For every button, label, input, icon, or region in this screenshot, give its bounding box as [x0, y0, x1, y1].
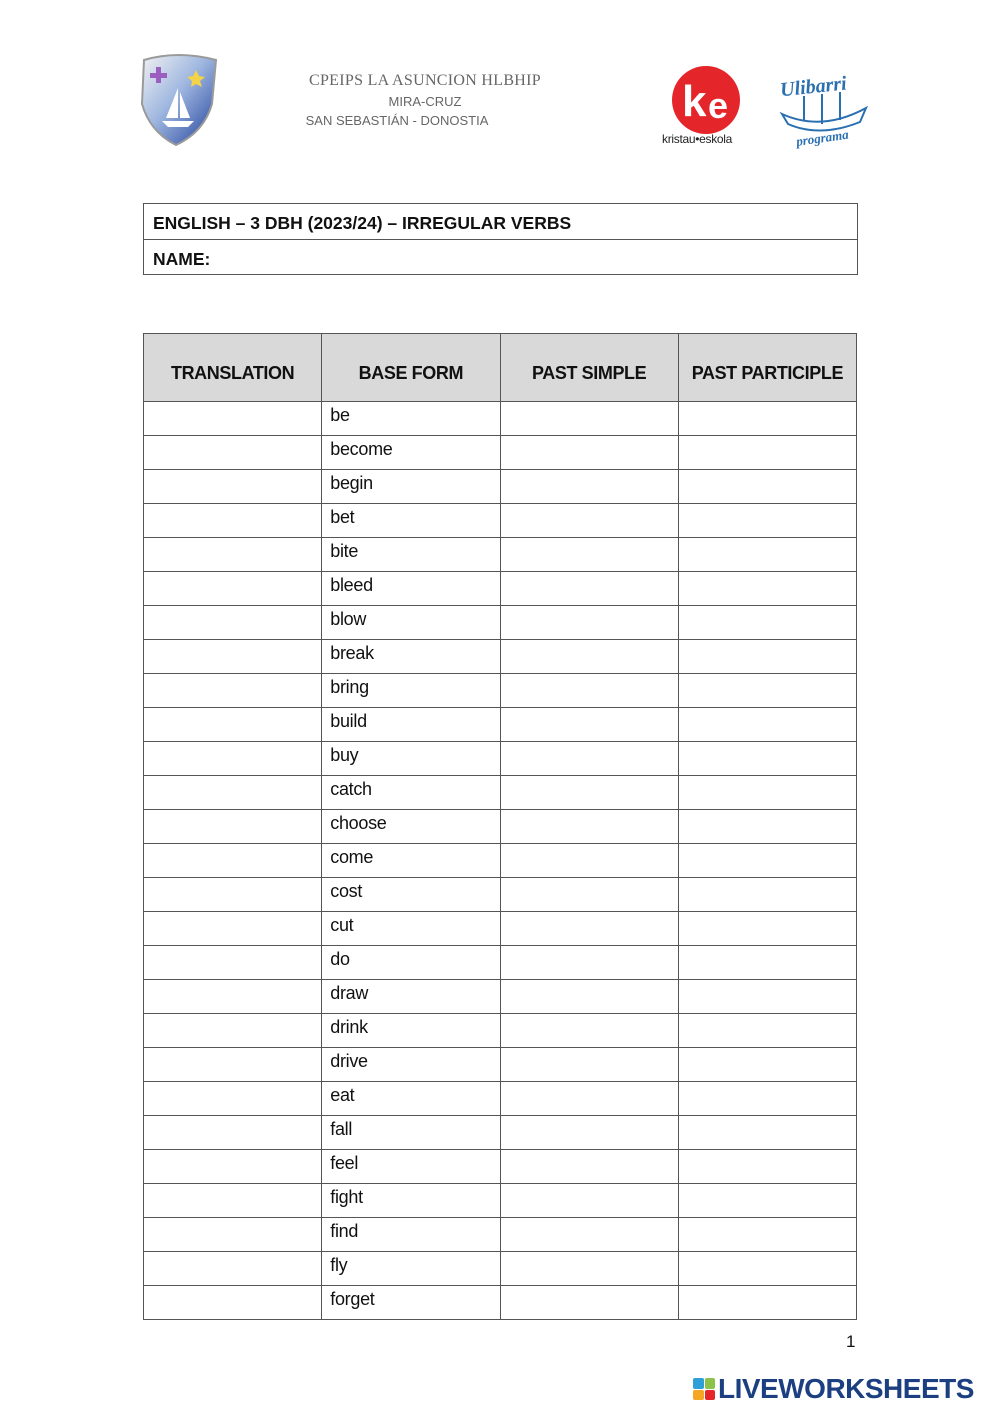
past-participle-cell[interactable] [678, 1014, 856, 1048]
translation-cell[interactable] [144, 606, 322, 640]
base-form-cell: bring [322, 674, 500, 708]
base-form-cell: feel [322, 1150, 500, 1184]
table-row [144, 1218, 857, 1252]
past-simple-cell[interactable] [500, 1082, 678, 1116]
past-participle-cell[interactable] [678, 606, 856, 640]
past-participle-cell[interactable] [678, 878, 856, 912]
base-form-cell: drink [322, 1014, 500, 1048]
translation-cell[interactable] [144, 504, 322, 538]
past-simple-cell[interactable] [500, 878, 678, 912]
translation-cell[interactable] [144, 1286, 322, 1320]
name-field[interactable] [144, 239, 857, 274]
table-row [144, 1286, 857, 1320]
translation-cell[interactable] [144, 1082, 322, 1116]
table-row [144, 1116, 857, 1150]
base-form-cell: cut [322, 912, 500, 946]
svg-text:Ulibarri: Ulibarri [779, 74, 848, 102]
table-row [144, 504, 857, 538]
past-simple-cell[interactable] [500, 1014, 678, 1048]
past-simple-cell[interactable] [500, 1184, 678, 1218]
table-row [144, 946, 857, 980]
table-row [144, 1252, 857, 1286]
past-participle-cell[interactable] [678, 708, 856, 742]
base-form-cell: forget [322, 1286, 500, 1320]
translation-cell[interactable] [144, 912, 322, 946]
table-row [144, 878, 857, 912]
past-simple-cell[interactable] [500, 980, 678, 1014]
translation-cell[interactable] [144, 878, 322, 912]
translation-cell[interactable] [144, 640, 322, 674]
school-shield-logo [138, 52, 220, 147]
translation-cell[interactable] [144, 1218, 322, 1252]
liveworksheets-text: LIVEWORKSHEETS [718, 1373, 974, 1404]
table-row [144, 1082, 857, 1116]
translation-cell[interactable] [144, 436, 322, 470]
irregular-verbs-table [143, 333, 857, 1320]
translation-cell[interactable] [144, 1048, 322, 1082]
past-simple-cell[interactable] [500, 606, 678, 640]
past-participle-cell[interactable] [678, 1116, 856, 1150]
table-row [144, 844, 857, 878]
table-row [144, 640, 857, 674]
past-participle-cell[interactable] [678, 844, 856, 878]
past-simple-cell[interactable] [500, 674, 678, 708]
translation-cell[interactable] [144, 1184, 322, 1218]
past-participle-cell[interactable] [678, 470, 856, 504]
header-translation: TRANSLATION [144, 334, 322, 402]
school-subtitle: MIRA-CRUZ [388, 94, 462, 109]
past-simple-cell[interactable] [500, 844, 678, 878]
past-simple-cell[interactable] [500, 946, 678, 980]
base-form-cell: become [322, 436, 500, 470]
past-simple-cell[interactable] [500, 1252, 678, 1286]
kristau-eskola-text: kristau•eskola [662, 132, 733, 146]
name-label: NAME: [153, 249, 211, 269]
translation-cell[interactable] [144, 708, 322, 742]
liveworksheets-logo [693, 1374, 974, 1404]
past-simple-cell[interactable] [500, 1048, 678, 1082]
table-row [144, 1150, 857, 1184]
past-participle-cell[interactable] [678, 504, 856, 538]
worksheet-info-box [143, 203, 858, 275]
past-simple-cell[interactable] [500, 402, 678, 436]
base-form-cell: fly [322, 1252, 500, 1286]
table-row [144, 776, 857, 810]
page-number: 1 [846, 1332, 856, 1351]
past-simple-cell[interactable] [500, 742, 678, 776]
table-row [144, 436, 857, 470]
base-form-cell: fight [322, 1184, 500, 1218]
past-participle-cell[interactable] [678, 776, 856, 810]
past-simple-cell[interactable] [500, 1286, 678, 1320]
table-row [144, 912, 857, 946]
header-past-simple: PAST SIMPLE [500, 334, 678, 402]
base-form-cell: draw [322, 980, 500, 1014]
base-form-cell: fall [322, 1116, 500, 1150]
translation-cell[interactable] [144, 1252, 322, 1286]
table-row [144, 810, 857, 844]
table-row [144, 674, 857, 708]
translation-cell[interactable] [144, 402, 322, 436]
svg-text:programa: programa [795, 126, 850, 149]
past-participle-cell[interactable] [678, 1218, 856, 1252]
table-row [144, 572, 857, 606]
past-participle-cell[interactable] [678, 1252, 856, 1286]
base-form-cell: blow [322, 606, 500, 640]
past-simple-cell[interactable] [500, 504, 678, 538]
past-participle-cell[interactable] [678, 640, 856, 674]
translation-cell[interactable] [144, 980, 322, 1014]
base-form-cell: find [322, 1218, 500, 1252]
base-form-cell: buy [322, 742, 500, 776]
school-location: SAN SEBASTIÁN - DONOSTIA [305, 113, 489, 128]
past-participle-cell[interactable] [678, 1150, 856, 1184]
base-form-cell: choose [322, 810, 500, 844]
past-participle-cell[interactable] [678, 946, 856, 980]
table-row [144, 1048, 857, 1082]
past-simple-cell[interactable] [500, 436, 678, 470]
past-simple-cell[interactable] [500, 640, 678, 674]
table-row [144, 606, 857, 640]
table-row [144, 1184, 857, 1218]
translation-cell[interactable] [144, 470, 322, 504]
ulibarri-logo [774, 74, 872, 150]
past-simple-cell[interactable] [500, 708, 678, 742]
past-participle-cell[interactable] [678, 674, 856, 708]
past-simple-cell[interactable] [500, 572, 678, 606]
base-form-cell: break [322, 640, 500, 674]
past-participle-cell[interactable] [678, 1048, 856, 1082]
school-name-block [270, 72, 580, 128]
liveworksheets-icon [693, 1378, 715, 1400]
past-simple-cell[interactable] [500, 1116, 678, 1150]
worksheet-title: ENGLISH – 3 DBH (2023/24) – IRREGULAR VERBS [153, 213, 572, 233]
base-form-cell: bleed [322, 572, 500, 606]
svg-text:e: e [708, 85, 729, 126]
table-body [144, 402, 857, 1320]
base-form-cell: build [322, 708, 500, 742]
table-row [144, 708, 857, 742]
past-participle-cell[interactable] [678, 572, 856, 606]
past-simple-cell[interactable] [500, 470, 678, 504]
past-participle-cell[interactable] [678, 980, 856, 1014]
translation-cell[interactable] [144, 1150, 322, 1184]
base-form-cell: come [322, 844, 500, 878]
past-simple-cell[interactable] [500, 912, 678, 946]
past-participle-cell[interactable] [678, 1286, 856, 1320]
translation-cell[interactable] [144, 742, 322, 776]
base-form-cell: be [322, 402, 500, 436]
past-participle-cell[interactable] [678, 1184, 856, 1218]
table-row [144, 742, 857, 776]
table-row [144, 402, 857, 436]
table-header-row [144, 334, 857, 402]
translation-cell[interactable] [144, 674, 322, 708]
svg-text:k: k [682, 77, 707, 126]
past-simple-cell[interactable] [500, 776, 678, 810]
past-simple-cell[interactable] [500, 810, 678, 844]
table-row [144, 538, 857, 572]
base-form-cell: catch [322, 776, 500, 810]
translation-cell[interactable] [144, 946, 322, 980]
past-participle-cell[interactable] [678, 538, 856, 572]
base-form-cell: drive [322, 1048, 500, 1082]
table-row [144, 980, 857, 1014]
past-participle-cell[interactable] [678, 402, 856, 436]
translation-cell[interactable] [144, 538, 322, 572]
past-participle-cell[interactable] [678, 436, 856, 470]
translation-cell[interactable] [144, 810, 322, 844]
past-participle-cell[interactable] [678, 912, 856, 946]
base-form-cell: bite [322, 538, 500, 572]
header-base-form: BASE FORM [322, 334, 500, 402]
school-name: CPEIPS LA ASUNCION HLBHIP [309, 72, 541, 89]
past-simple-cell[interactable] [500, 1218, 678, 1252]
base-form-cell: do [322, 946, 500, 980]
base-form-cell: bet [322, 504, 500, 538]
table-row [144, 1014, 857, 1048]
past-simple-cell[interactable] [500, 538, 678, 572]
translation-cell[interactable] [144, 1014, 322, 1048]
header-past-participle: PAST PARTICIPLE [678, 334, 856, 402]
past-participle-cell[interactable] [678, 1082, 856, 1116]
past-participle-cell[interactable] [678, 810, 856, 844]
base-form-cell: cost [322, 878, 500, 912]
translation-cell[interactable] [144, 776, 322, 810]
base-form-cell: begin [322, 470, 500, 504]
translation-cell[interactable] [144, 1116, 322, 1150]
past-participle-cell[interactable] [678, 742, 856, 776]
translation-cell[interactable] [144, 572, 322, 606]
table-row [144, 470, 857, 504]
base-form-cell: eat [322, 1082, 500, 1116]
past-simple-cell[interactable] [500, 1150, 678, 1184]
translation-cell[interactable] [144, 844, 322, 878]
